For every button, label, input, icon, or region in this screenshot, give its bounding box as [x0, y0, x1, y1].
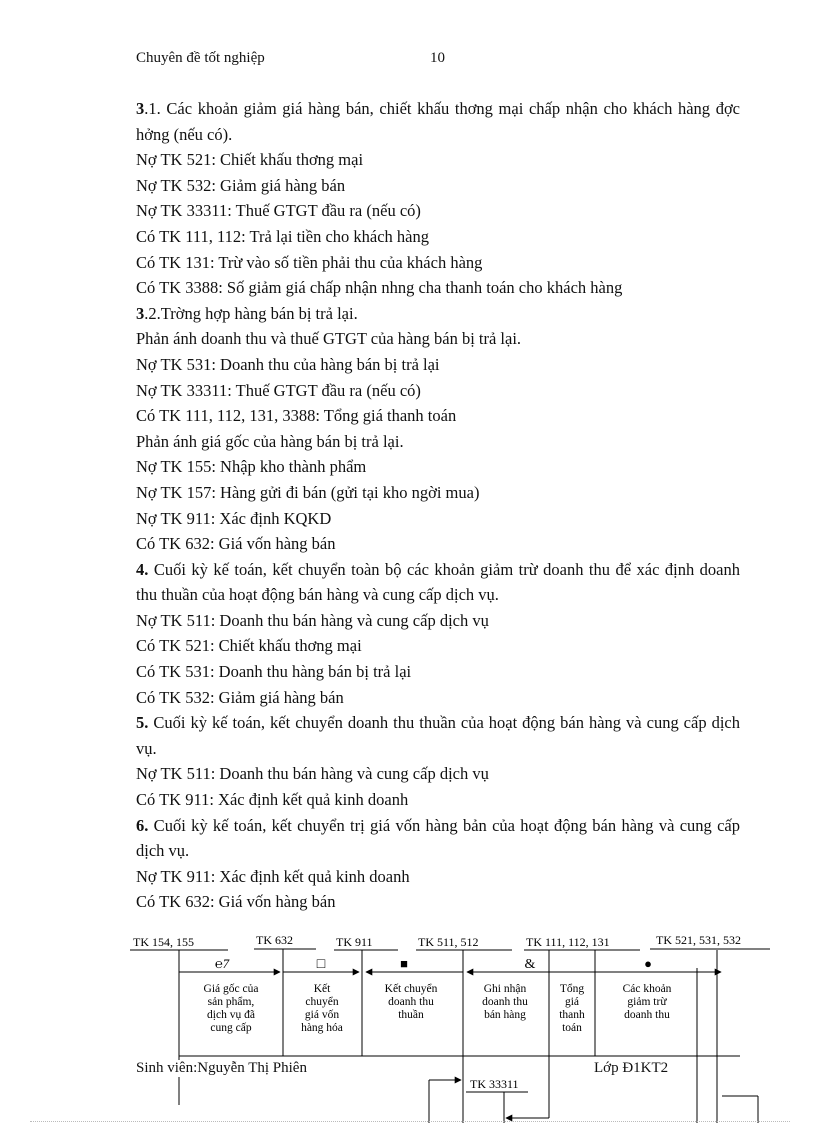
section-heading-text: Cuối kỳ kế toán, kết chuyển trị giá vốn hàng bản của hoạt động bán hàng và cung cấp dịch vụ. [136, 815, 740, 861]
entry-line: Nợ TK 911: Xác định KQKD [136, 508, 332, 528]
flow-label-line: giá [564, 996, 580, 1008]
account-label: TK 521, 531, 532 [656, 933, 741, 947]
flow-label-line: Kết chuyển [384, 983, 438, 995]
flow-label-line: toán [562, 1022, 582, 1034]
entry-line: Có TK 111, 112, 131, 3388: Tổng giá thanh toán [136, 406, 457, 426]
flow-label-line: chuyển [305, 996, 339, 1008]
entry-line: Có TK 3388: Số giảm giá chấp nhận nhng cha thanh toán cho khách hàng [136, 278, 623, 298]
step-symbol: ● [644, 956, 652, 971]
section-number: 5. [136, 713, 149, 733]
flow-label-line: dịch vụ đã [207, 1009, 255, 1021]
page-edge-dotted-line [30, 1121, 790, 1122]
flow-label-line: Ghi nhận [483, 983, 527, 995]
step-symbol: & [524, 957, 536, 972]
account-label: TK 111, 112, 131 [526, 935, 610, 949]
account-label: TK 632 [256, 933, 293, 947]
entry-line: Có TK 131: Trừ vào số tiền phải thu của khách hàng [136, 252, 483, 272]
flow-label-line: bán hàng [484, 1009, 526, 1021]
header-title: Chuyên đề tốt nghiệp [136, 50, 265, 66]
footer-student: Sinh viên:Nguyễn Thị Phiên [136, 1060, 307, 1076]
section-3-1-heading [136, 96, 740, 147]
entry-line: Nợ TK 33311: Thuế GTGT đầu ra (nếu có) [136, 380, 421, 400]
entry-line: Phản ánh giá gốc của hàng bán bị trả lại. [136, 431, 404, 451]
section-number: 3 [136, 303, 145, 323]
section-4-heading [136, 557, 740, 608]
flow-label-line: thanh [559, 1009, 585, 1021]
entry-line: Có TK 111, 112: Trả lại tiền cho khách hàng [136, 226, 429, 246]
document-body [136, 96, 740, 915]
flow-label-line: doanh thu [388, 996, 434, 1008]
account-label: TK 911 [336, 935, 373, 949]
entry-line: Có TK 632: Giá vốn hàng bán [136, 534, 336, 554]
section-number: 4. [136, 559, 149, 579]
section-number: 3 [136, 99, 145, 118]
flow-label-line: hàng hóa [301, 1022, 343, 1034]
flow-label-line: Kết [313, 983, 331, 995]
entry-line: Có TK 531: Doanh thu hàng bán bị trả lại [136, 662, 412, 682]
step-symbol: □ [316, 957, 326, 972]
section-number: 6. [136, 815, 149, 835]
flow-label-line: thuần [398, 1009, 424, 1021]
entry-line: Nợ TK 511: Doanh thu bán hàng và cung cấp dịch vụ [136, 764, 489, 784]
section-5-heading [136, 710, 740, 761]
flow-label-line: Giá gốc của [203, 983, 259, 995]
entry-line: Nợ TK 911: Xác định kết quả kinh doanh [136, 866, 410, 886]
flow-label-line: cung cấp [210, 1022, 252, 1034]
account-label: TK 154, 155 [133, 935, 194, 949]
entry-line: Có TK 911: Xác định kết quả kinh doanh [136, 790, 409, 810]
entry-line: Nợ TK 157: Hàng gửi đi bán (gửi tại kho ngời mua) [136, 482, 480, 502]
section-3-2-heading [136, 301, 740, 327]
section-heading-text: Cuối kỳ kế toán, kết chuyển toàn bộ các khoản giảm trừ doanh thu để xác định doanh thu thuần của hoạt động bán hàng và cung cấp dịch vụ. [136, 559, 740, 605]
entry-line: Có TK 632: Giá vốn hàng bán [136, 892, 336, 912]
step-symbol: ℮7 [214, 956, 230, 971]
entry-line: Nợ TK 521: Chiết khấu thơng mại [136, 150, 364, 170]
flow-label-line: doanh thu [624, 1009, 670, 1021]
entry-line: Nợ TK 155: Nhập kho thành phẩm [136, 457, 367, 477]
tax-account-label: TK 33311 [470, 1077, 519, 1091]
page-number: 10 [430, 50, 445, 66]
section-heading-text: Cuối kỳ kế toán, kết chuyển doanh thu thuần của hoạt động bán hàng và cung cấp dịch vụ. [136, 713, 740, 758]
entry-line: Phản ánh doanh thu và thuế GTGT của hàng bán bị trả lại. [136, 329, 522, 349]
flow-label-line: giá vốn [304, 1009, 340, 1021]
footer-class: Lớp Đ1KT2 [594, 1060, 669, 1076]
section-heading-text: .2.Trờng hợp hàng bán bị trả lại. [144, 303, 358, 323]
accounting-flow-diagram [0, 920, 816, 1123]
section-6-heading [136, 813, 740, 864]
step-symbol: ■ [400, 956, 408, 971]
entry-line: Nợ TK 531: Doanh thu của hàng bán bị trả lại [136, 354, 440, 374]
section-heading-text: .1. Các khoản giảm giá hàng bán, chiết khấu thơng mại chấp nhận cho khách hàng đợc hởng (nếu có). [136, 99, 740, 144]
flow-label-line: Các khoản [622, 983, 672, 995]
flow-label-line: Tổng [559, 983, 585, 995]
entry-line: Nợ TK 511: Doanh thu bán hàng và cung cấp dịch vụ [136, 610, 489, 630]
entry-line: Có TK 532: Giảm giá hàng bán [136, 687, 344, 707]
entry-line: Nợ TK 33311: Thuế GTGT đầu ra (nếu có) [136, 201, 421, 221]
flow-label-line: giảm trừ [627, 996, 667, 1008]
entry-line: Có TK 521: Chiết khấu thơng mại [136, 636, 362, 656]
account-label: TK 511, 512 [418, 935, 479, 949]
entry-line: Nợ TK 532: Giảm giá hàng bán [136, 175, 346, 195]
flow-label-line: doanh thu [482, 996, 528, 1008]
flow-label-line: sản phẩm, [207, 996, 255, 1008]
